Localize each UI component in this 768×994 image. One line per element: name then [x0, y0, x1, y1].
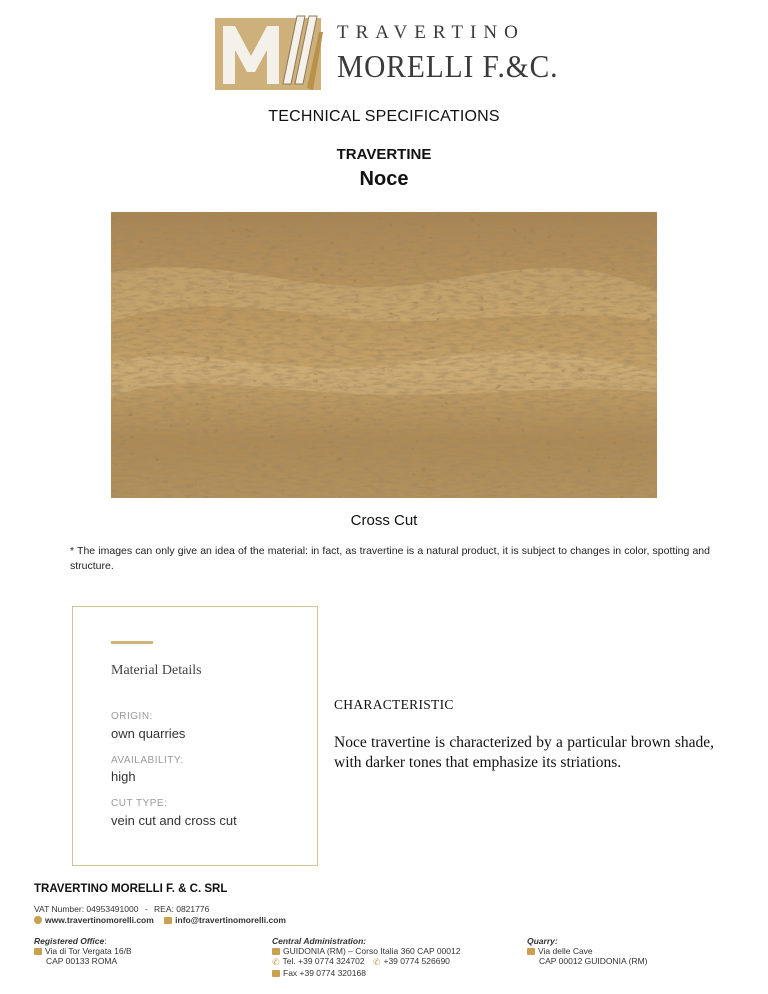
- quarry-address-line2: CAP 00012 GUIDONIA (RM): [539, 956, 648, 966]
- admin-phone-2: +39 0774 526690: [383, 956, 450, 966]
- rea-number: REA: 0821776: [154, 904, 210, 914]
- quarry-heading: Quarry:: [527, 936, 558, 946]
- availability-label: AVAILABILITY:: [111, 755, 184, 766]
- vat-number: VAT Number: 04953491000: [34, 904, 139, 914]
- registered-office: [34, 936, 132, 966]
- email-link[interactable]: info@travertinomorelli.com: [175, 915, 286, 925]
- home-icon: [34, 948, 42, 955]
- registered-address-line2: CAP 00133 ROMA: [46, 956, 118, 966]
- origin-label: ORIGIN:: [111, 711, 153, 722]
- registered-office-colon: :: [104, 936, 107, 946]
- home-icon: [527, 948, 535, 955]
- separator: -: [144, 904, 148, 914]
- mail-icon: [164, 917, 172, 924]
- admin-phone-1: Tel. +39 0774 324702: [282, 956, 365, 966]
- cut-type-value: vein cut and cross cut: [111, 813, 237, 828]
- central-administration-heading: Central Administration:: [272, 936, 367, 946]
- central-administration: [272, 936, 460, 978]
- logo-mark-icon: [213, 12, 325, 94]
- material-details-card: [72, 606, 318, 866]
- logo-brand-main: MORELLI F.&C.: [337, 48, 559, 84]
- image-caption: Cross Cut: [350, 512, 418, 529]
- characteristic-text: Noce travertine is characterized by a particular brown shade, with darker tones that emphasize its striations.: [334, 734, 714, 771]
- home-icon: [272, 948, 280, 955]
- document-title: TECHNICAL SPECIFICATIONS: [268, 108, 500, 125]
- card-accent-bar: [111, 641, 153, 644]
- contact-line: [34, 915, 286, 925]
- company-name: TRAVERTINO MORELLI F. & C. SRL: [34, 883, 228, 895]
- stone-sample-image: [111, 212, 657, 498]
- quarry-address-line1: Via delle Cave: [538, 946, 593, 956]
- globe-icon: [34, 916, 42, 924]
- characteristic-heading: CHARACTERISTIC: [334, 697, 454, 712]
- material-type: TRAVERTINE: [336, 146, 432, 163]
- quarry-info: [527, 936, 648, 966]
- company-logo: [213, 12, 568, 94]
- registration-line: [34, 904, 209, 914]
- registered-office-heading: Registered Office: [34, 936, 105, 946]
- phone-icon: ✆: [372, 957, 381, 967]
- website-link[interactable]: www.travertinomorelli.com: [45, 915, 154, 925]
- disclaimer-note: * The images can only give an idea of the material: in fact, as travertine is a natural product, it is subject to changes in color, spotting and structure.: [70, 545, 710, 572]
- card-title: Material Details: [111, 663, 202, 678]
- cut-type-label: CUT TYPE:: [111, 798, 168, 809]
- material-name: Noce: [359, 168, 409, 190]
- origin-value: own quarries: [111, 726, 186, 741]
- admin-fax: Fax +39 0774 320168: [283, 968, 366, 978]
- phone-icon: ✆: [272, 957, 280, 967]
- logo-brand-top: TRAVERTINO: [337, 22, 525, 43]
- fax-icon: [272, 970, 280, 977]
- registered-address-line1: Via di Tor Vergata 16/B: [45, 946, 132, 956]
- availability-value: high: [111, 769, 136, 784]
- admin-address: GUIDONIA (RM) – Corso Italia 360 CAP 00012: [283, 946, 461, 956]
